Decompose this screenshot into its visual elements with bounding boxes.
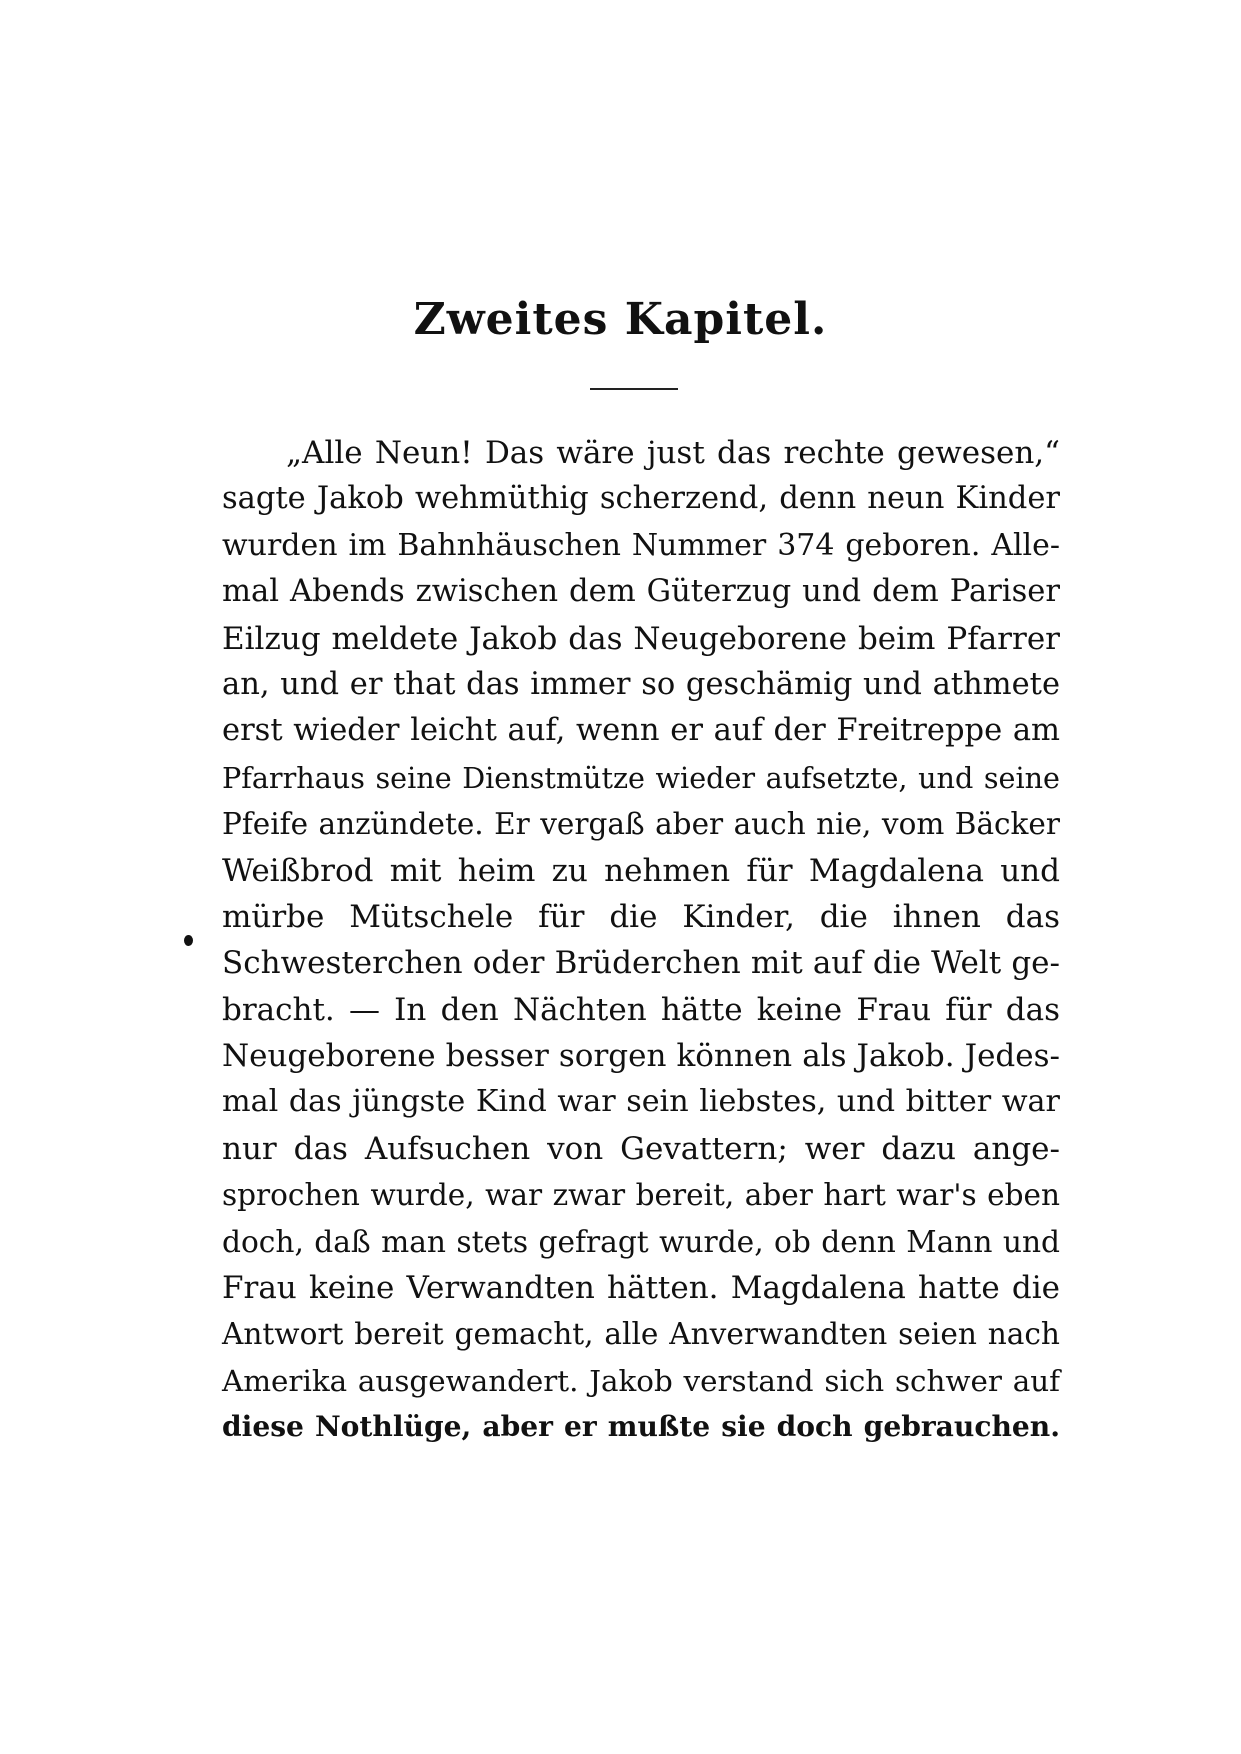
text-line: Antwort bereit gemacht, alle Anverwandten seien nach bbox=[222, 1317, 1060, 1352]
text-line: sprochen wurde, war zwar bereit, aber hart war's eben bbox=[222, 1178, 1060, 1213]
text-line: Neugeborene besser sorgen können als Jakob. Jedes- bbox=[222, 1038, 1060, 1075]
text-line: diese Nothlüge, aber er mußte sie doch gebrauchen. bbox=[222, 1410, 1060, 1444]
text-line: Amerika ausgewandert. Jakob verstand sich schwer auf bbox=[222, 1363, 1060, 1398]
text-line: bracht. — In den Nächten hätte keine Frau für das bbox=[222, 991, 1060, 1028]
text-line: Pfarrhaus seine Dienstmütze wieder aufsetzte, und seine bbox=[222, 760, 1060, 795]
chapter-body-text bbox=[222, 430, 1060, 1451]
text-line: „Alle Neun! Das wäre just das rechte gewesen,“ bbox=[286, 435, 1060, 471]
text-line: sagte Jakob wehmüthig scherzend, denn neun Kinder bbox=[222, 481, 1060, 517]
text-line: Eilzug meldete Jakob das Neugeborene beim Pfarrer bbox=[222, 620, 1060, 657]
text-line: doch, daß man stets gefragt wurde, ob denn Mann und bbox=[222, 1223, 1060, 1259]
text-line: erst wieder leicht auf, wenn er auf der Freitreppe am bbox=[222, 713, 1060, 749]
title-divider bbox=[590, 388, 678, 390]
text-line: mal das jüngste Kind war sein liebstes, und bitter war bbox=[222, 1084, 1060, 1120]
text-line: Frau keine Verwandten hätten. Magdalena hatte die bbox=[222, 1270, 1060, 1307]
text-line: an, und er that das immer so geschämig und athmete bbox=[222, 666, 1060, 702]
text-line: Weißbrod mit heim zu nehmen für Magdalena und bbox=[222, 852, 1060, 889]
text-line: Pfeife anzündete. Er vergaß aber auch nie, vom Bäcker bbox=[222, 807, 1060, 842]
text-line: mal Abends zwischen dem Güterzug und dem Pariser bbox=[222, 574, 1060, 610]
text-line: Schwesterchen oder Brüderchen mit auf die Welt ge- bbox=[222, 945, 1060, 982]
margin-mark bbox=[184, 935, 193, 946]
text-line: wurden im Bahnhäuschen Nummer 374 geboren. Alle- bbox=[222, 527, 1060, 563]
chapter-title: Zweites Kapitel. bbox=[413, 294, 828, 345]
text-line: mürbe Mütschele für die Kinder, die ihnen das bbox=[222, 898, 1060, 935]
text-line: nur das Aufsuchen von Gevattern; wer dazu ange- bbox=[222, 1130, 1060, 1167]
